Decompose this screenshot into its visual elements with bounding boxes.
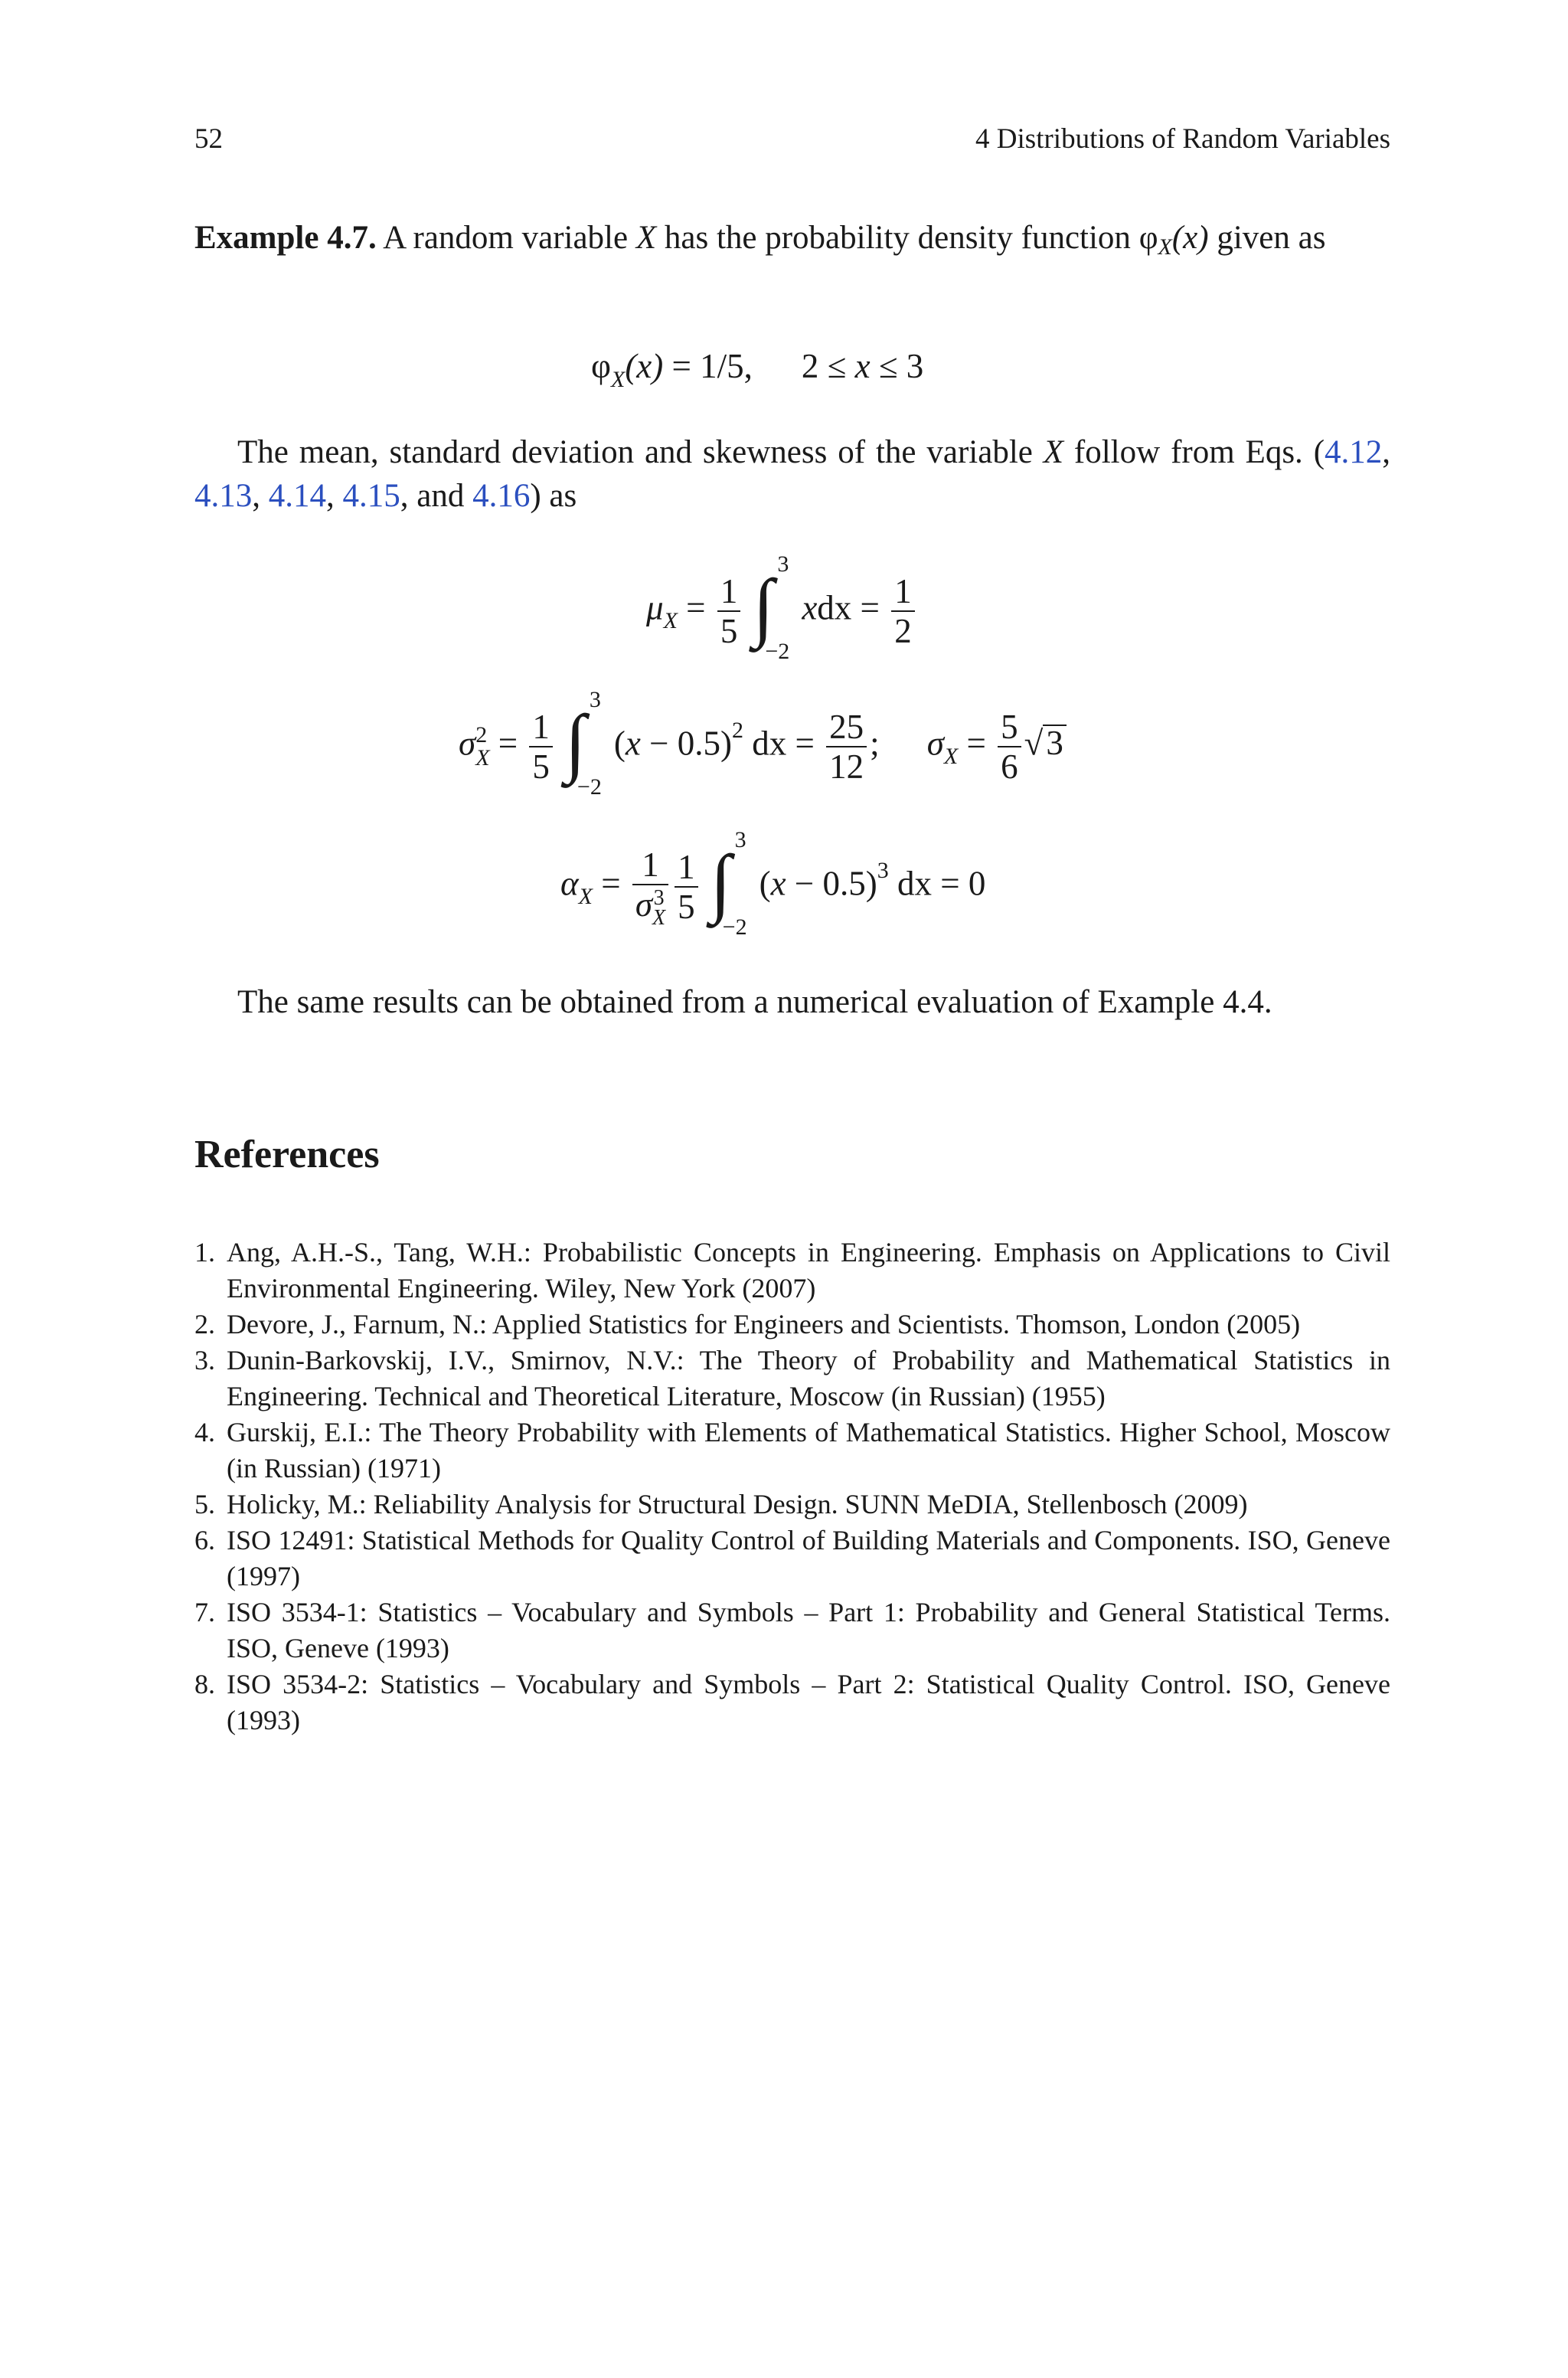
sqrt-sign: √ — [1024, 724, 1044, 763]
example-text: has the probability density function — [656, 220, 1139, 256]
upper-limit: 3 — [589, 687, 601, 712]
equation-skewness — [560, 827, 986, 940]
fraction — [891, 572, 915, 650]
example-text: A random variable — [376, 220, 636, 256]
integral — [560, 687, 614, 800]
paren: ( — [613, 724, 626, 763]
reference-number: 6. — [194, 1525, 215, 1555]
variable-x: x — [625, 724, 641, 763]
reference-list — [194, 1235, 1390, 1739]
separator: , — [326, 478, 343, 514]
numerator: 1 — [675, 848, 698, 888]
equals: = — [677, 588, 714, 627]
lower-limit: −2 — [765, 639, 790, 664]
semicolon: ; — [870, 724, 880, 763]
lower-limit: −2 — [722, 914, 747, 940]
running-title: 4 Distributions of Random Variables — [975, 123, 1390, 155]
fraction — [675, 848, 698, 926]
reference-text: Dunin-Barkovskij, I.V., Smirnov, N.V.: The Theory of Probability and Mathematical Statistics in Engineering. Technical and Theoretical Literature, Moscow (in Russian) (1955) — [227, 1345, 1390, 1411]
integrand: x — [802, 588, 818, 627]
variable-x: X — [1043, 434, 1064, 470]
equals: = — [786, 724, 824, 763]
integral — [706, 827, 760, 940]
separator: , — [1382, 434, 1391, 470]
denominator: 6 — [1001, 747, 1018, 786]
condition-x: x — [854, 347, 871, 385]
denominator: 5 — [678, 888, 695, 926]
paragraph-text: ) as — [530, 478, 577, 514]
equation-link[interactable]: 4.16 — [472, 478, 531, 514]
reference-number: 7. — [194, 1597, 215, 1627]
phi-symbol: φ — [1138, 220, 1158, 256]
sigma-symbol: σ — [635, 885, 653, 924]
subscript: X — [610, 367, 626, 392]
reference-number: 8. — [194, 1669, 215, 1699]
page-number: 52 — [194, 123, 223, 155]
numerator: 1 — [529, 708, 553, 747]
example-label: Example 4.7. — [194, 220, 377, 256]
reference-number: 4. — [194, 1417, 215, 1447]
expression: − 0.5) — [786, 864, 877, 903]
reference-text: ISO 12491: Statistical Methods for Quality Control of Building Materials and Components. ISO, Geneve (1997) — [227, 1525, 1390, 1591]
equation-link[interactable]: 4.14 — [268, 478, 326, 514]
reference-item — [194, 1487, 1390, 1523]
lower-limit: −2 — [577, 774, 602, 800]
example-text: given as — [1208, 220, 1326, 256]
integral-sign: ∫ — [753, 564, 774, 649]
reference-text: Devore, J., Farnum, N.: Applied Statistics for Engineers and Scientists. Thomson, London (2005) — [227, 1309, 1301, 1339]
denominator: 2 — [894, 612, 912, 650]
reference-text: Gurskij, E.I.: The Theory Probability with Elements of Mathematical Statistics. Higher School, Moscow (in Russian) (1971) — [227, 1417, 1390, 1483]
fraction — [998, 708, 1021, 786]
separator: , and — [400, 478, 473, 514]
differential: dx — [888, 864, 933, 903]
numerator: 25 — [826, 708, 867, 747]
equation-variance — [459, 687, 1067, 800]
reference-number: 3. — [194, 1345, 215, 1375]
phi-symbol: φ — [591, 347, 611, 385]
reference-text: ISO 3534-2: Statistics – Vocabulary and Symbols – Part 2: Statistical Quality Control. ISO, Geneve (1993) — [227, 1669, 1390, 1735]
reference-item — [194, 1235, 1390, 1307]
paragraph-text: follow from Eqs. ( — [1063, 434, 1325, 470]
equals: = — [592, 864, 629, 903]
argument: (x) — [625, 347, 664, 385]
fraction — [826, 708, 867, 786]
integral-sign: ∫ — [564, 699, 586, 784]
phi-subscript: X — [1158, 234, 1172, 260]
mean-sd-paragraph — [194, 430, 1390, 518]
variable-x: x — [770, 864, 786, 903]
reference-item — [194, 1415, 1390, 1487]
denominator — [632, 885, 668, 928]
separator: , — [252, 478, 269, 514]
condition: 2 ≤ — [801, 347, 855, 385]
equation-rhs: = 1/5, — [663, 347, 753, 385]
reference-item — [194, 1595, 1390, 1667]
mu-symbol: μ — [646, 588, 664, 627]
reference-text: Holicky, M.: Reliability Analysis for Structural Design. SUNN MeDIA, Stellenbosch (2009) — [227, 1489, 1248, 1519]
conclusion-paragraph: The same results can be obtained from a numerical evaluation of Example 4.4. — [237, 984, 1272, 1020]
paragraph-text: The mean, standard deviation and skewness of the variable — [237, 434, 1044, 470]
equation-link[interactable]: 4.13 — [194, 478, 253, 514]
equals: = — [851, 588, 889, 627]
example-paragraph — [194, 216, 1390, 263]
fraction — [529, 708, 553, 786]
equation-mean — [646, 551, 918, 664]
reference-text: Ang, A.H.-S., Tang, W.H.: Probabilistic Concepts in Engineering. Emphasis on Applications to Civil Environmental Engineering. Wiley, New York (2007) — [227, 1237, 1390, 1303]
reference-number: 1. — [194, 1237, 215, 1268]
reference-item — [194, 1343, 1390, 1415]
sqrt-argument: 3 — [1043, 725, 1067, 760]
equation-link[interactable]: 4.12 — [1325, 434, 1383, 470]
equals-zero: = 0 — [932, 864, 986, 903]
reference-number: 2. — [194, 1309, 215, 1339]
reference-number: 5. — [194, 1489, 215, 1519]
equals: = — [489, 724, 527, 763]
superscript: 2 — [475, 722, 488, 747]
upper-limit: 3 — [777, 551, 789, 577]
subscript: X — [943, 744, 959, 770]
exponent: 2 — [732, 718, 744, 744]
subscript: X — [475, 745, 490, 770]
fraction — [632, 846, 668, 928]
reference-text: ISO 3534-1: Statistics – Vocabulary and Symbols – Part 1: Probability and General Statistical Terms. ISO, Geneve (1993) — [227, 1597, 1390, 1663]
denominator: 12 — [829, 747, 864, 786]
equation-density — [591, 346, 924, 392]
numerator: 1 — [632, 846, 668, 885]
reference-item — [194, 1523, 1390, 1595]
integral — [748, 551, 802, 664]
differential: dx — [817, 588, 852, 627]
equals: = — [958, 724, 995, 763]
condition: ≤ 3 — [870, 347, 924, 385]
sigma-symbol: σ — [459, 724, 476, 763]
denominator: 5 — [532, 747, 550, 786]
exponent: 3 — [877, 858, 889, 884]
phi-argument: (x) — [1171, 220, 1209, 256]
subscript: X — [652, 905, 666, 930]
subscript: X — [663, 608, 678, 634]
denominator: 5 — [720, 612, 738, 650]
subscript: X — [578, 884, 593, 910]
differential: dx — [743, 724, 787, 763]
integral-sign: ∫ — [710, 839, 732, 924]
equation-link[interactable]: 4.15 — [342, 478, 400, 514]
paren: ( — [759, 864, 771, 903]
reference-item — [194, 1667, 1390, 1739]
sigma-symbol: σ — [926, 724, 944, 763]
expression: − 0.5) — [640, 724, 733, 763]
variable-x: X — [635, 220, 657, 256]
alpha-symbol: α — [560, 864, 579, 903]
numerator: 1 — [891, 572, 915, 612]
upper-limit: 3 — [734, 827, 746, 852]
fraction — [717, 572, 741, 650]
superscript: 3 — [653, 885, 665, 910]
reference-item — [194, 1307, 1390, 1343]
numerator: 5 — [998, 708, 1021, 747]
references-heading: References — [194, 1133, 380, 1176]
numerator: 1 — [717, 572, 741, 612]
